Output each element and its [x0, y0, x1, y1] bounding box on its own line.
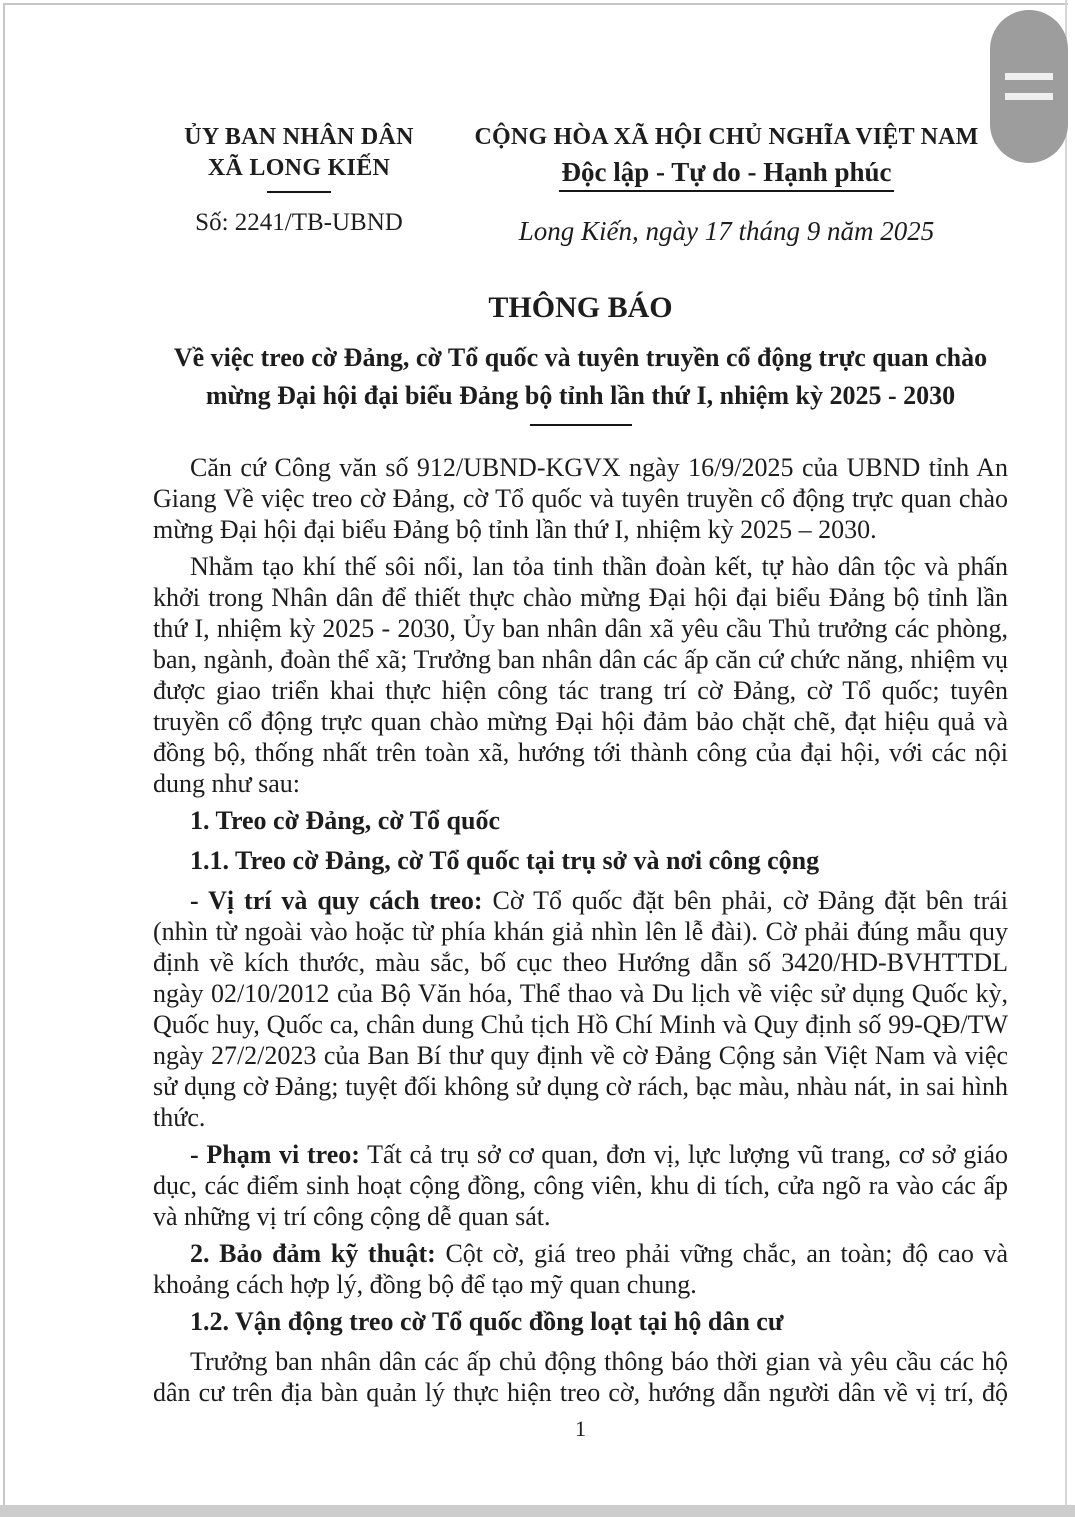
doc-title: THÔNG BÁO [488, 291, 673, 324]
para-households: Trưởng ban nhân dân các ấp chủ động thông báo thời gian và yêu cầu các hộ dân cư trên địa bàn quản lý thực hiện treo cờ, hướng dẫn người dân về vị trí, độ [153, 1347, 1008, 1407]
para-scope-lead: - Phạm vi treo: [190, 1140, 360, 1169]
page-edge-top [4, 3, 1068, 5]
heading-1-2: 1.2. Vận động treo cờ Tổ quốc đồng loạt tại hộ dân cư [190, 1307, 784, 1336]
doc-number: Số: 2241/TB-UBND [195, 209, 403, 236]
para-position-lead: - Vị trí và quy cách treo: [190, 886, 483, 915]
heading-1: 1. Treo cờ Đảng, cờ Tổ quốc [190, 806, 500, 835]
issuing-org-block [153, 122, 445, 247]
para-purpose: Nhằm tạo khí thế sôi nổi, lan tỏa tinh thần đoàn kết, tự hào dân tộc và phấn khởi trong Nhân dân để thiết thực chào mừng Đại hội đại biểu Đảng bộ tỉnh lần thứ I, nhiệm kỳ 2025 - 2030, Ủy ban nhân dân xã yêu cầu Thủ trưởng các phòng, ban, ngành, đoàn thể xã; Trưởng ban nhân dân các ấp căn cứ chức năng, nhiệm vụ được giao triển khai thực hiện công tác trang trí cờ Đảng, cờ Tổ quốc; tuyên truyền cổ động trực quan chào mừng Đại hội đảm bảo chặt chẽ, đạt hiệu quả và đồng bộ, thống nhất trên toàn xã, hướng tới thành công của đại hội, với các nội dung như sau: [153, 552, 1008, 798]
heading-1-1: 1.1. Treo cờ Đảng, cờ Tổ quốc tại trụ sở và nơi công cộng [190, 846, 820, 875]
para-legal-basis: Căn cứ Công văn số 912/UBND-KGVX ngày 16/9/2025 của UBND tỉnh An Giang Về việc treo cờ Đảng, cờ Tổ quốc và tuyên truyền cổ động trực quan chào mừng Đại hội đại biểu Đảng bộ tỉnh lần thứ I, nhiệm kỳ 2025 – 2030. [153, 453, 1008, 544]
page-edge-left [3, 3, 5, 1505]
national-header: CỘNG HÒA XÃ HỘI CHỦ NGHĨA VIỆT NAM [474, 124, 979, 150]
drag-handle-bar [1005, 93, 1053, 100]
page-number: 1 [575, 1416, 586, 1441]
title-divider [530, 424, 632, 426]
page-bottom-bar [0, 1505, 1075, 1517]
doc-subtitle: Về việc treo cờ Đảng, cờ Tổ quốc và tuyên truyền cổ động trực quan chào mừng Đại hội đại biểu Đảng bộ tỉnh lần thứ I, nhiệm kỳ 2025 - 2030 [173, 343, 988, 410]
para-technical-text: Cột cờ, giá treo phải vững chắc, an toàn; độ cao và khoảng cách hợp lý, đồng bộ để tạo mỹ quan chung. [153, 1239, 1008, 1299]
para-position-text: Cờ Tổ quốc đặt bên phải, cờ Đảng đặt bên trái (nhìn từ ngoài vào hoặc từ phía khán giả nhìn lên lễ đài). Cờ phải đúng mẫu quy định về kích thước, màu sắc, bố cục theo Hướng dẫn số 3420/HD-BVHTTDL ngày 02/10/2012 của Bộ Văn hóa, Thể thao và Du lịch về việc sử dụng Quốc kỳ, Quốc huy, Quốc ca, chân dung Chủ tịch Hồ Chí Minh và Quy định số 99-QĐ/TW ngày 27/2/2023 của Ban Bí thư quy định về cờ Đảng Cộng sản Việt Nam và việc sử dụng cờ Đảng; tuyệt đối không sử dụng cờ rách, bạc màu, nhàu nát, in sai hình thức. [153, 886, 1009, 1132]
para-position [153, 885, 1008, 1133]
para-scope [153, 1139, 1008, 1232]
para-scope-text: Tất cả trụ sở cơ quan, đơn vị, lực lượng vũ trang, cơ sở giáo dục, các điểm sinh hoạt cộng đồng, công viên, khu di tích, cửa ngõ ra vào các ấp và những vị trí công cộng dễ quan sát. [153, 1140, 1008, 1231]
drag-handle-icon[interactable] [990, 10, 1068, 163]
org-underline [267, 191, 331, 193]
drag-handle-bar [1005, 73, 1053, 80]
issuing-org-line1: ỦY BAN NHÂN DÂN [184, 124, 414, 150]
document-body [153, 452, 1008, 1408]
page-edge-right [1065, 0, 1067, 1505]
national-header-block [445, 122, 1008, 247]
date-place-line: Long Kiến, ngày 17 tháng 9 năm 2025 [518, 216, 935, 246]
document-header [153, 122, 1008, 247]
issuing-org-line2: XÃ LONG KIẾN [207, 155, 391, 181]
national-motto: Độc lập - Tự do - Hạnh phúc [559, 156, 893, 192]
para-technical [153, 1238, 1008, 1300]
para-technical-lead: 2. Bảo đảm kỹ thuật: [190, 1239, 436, 1268]
